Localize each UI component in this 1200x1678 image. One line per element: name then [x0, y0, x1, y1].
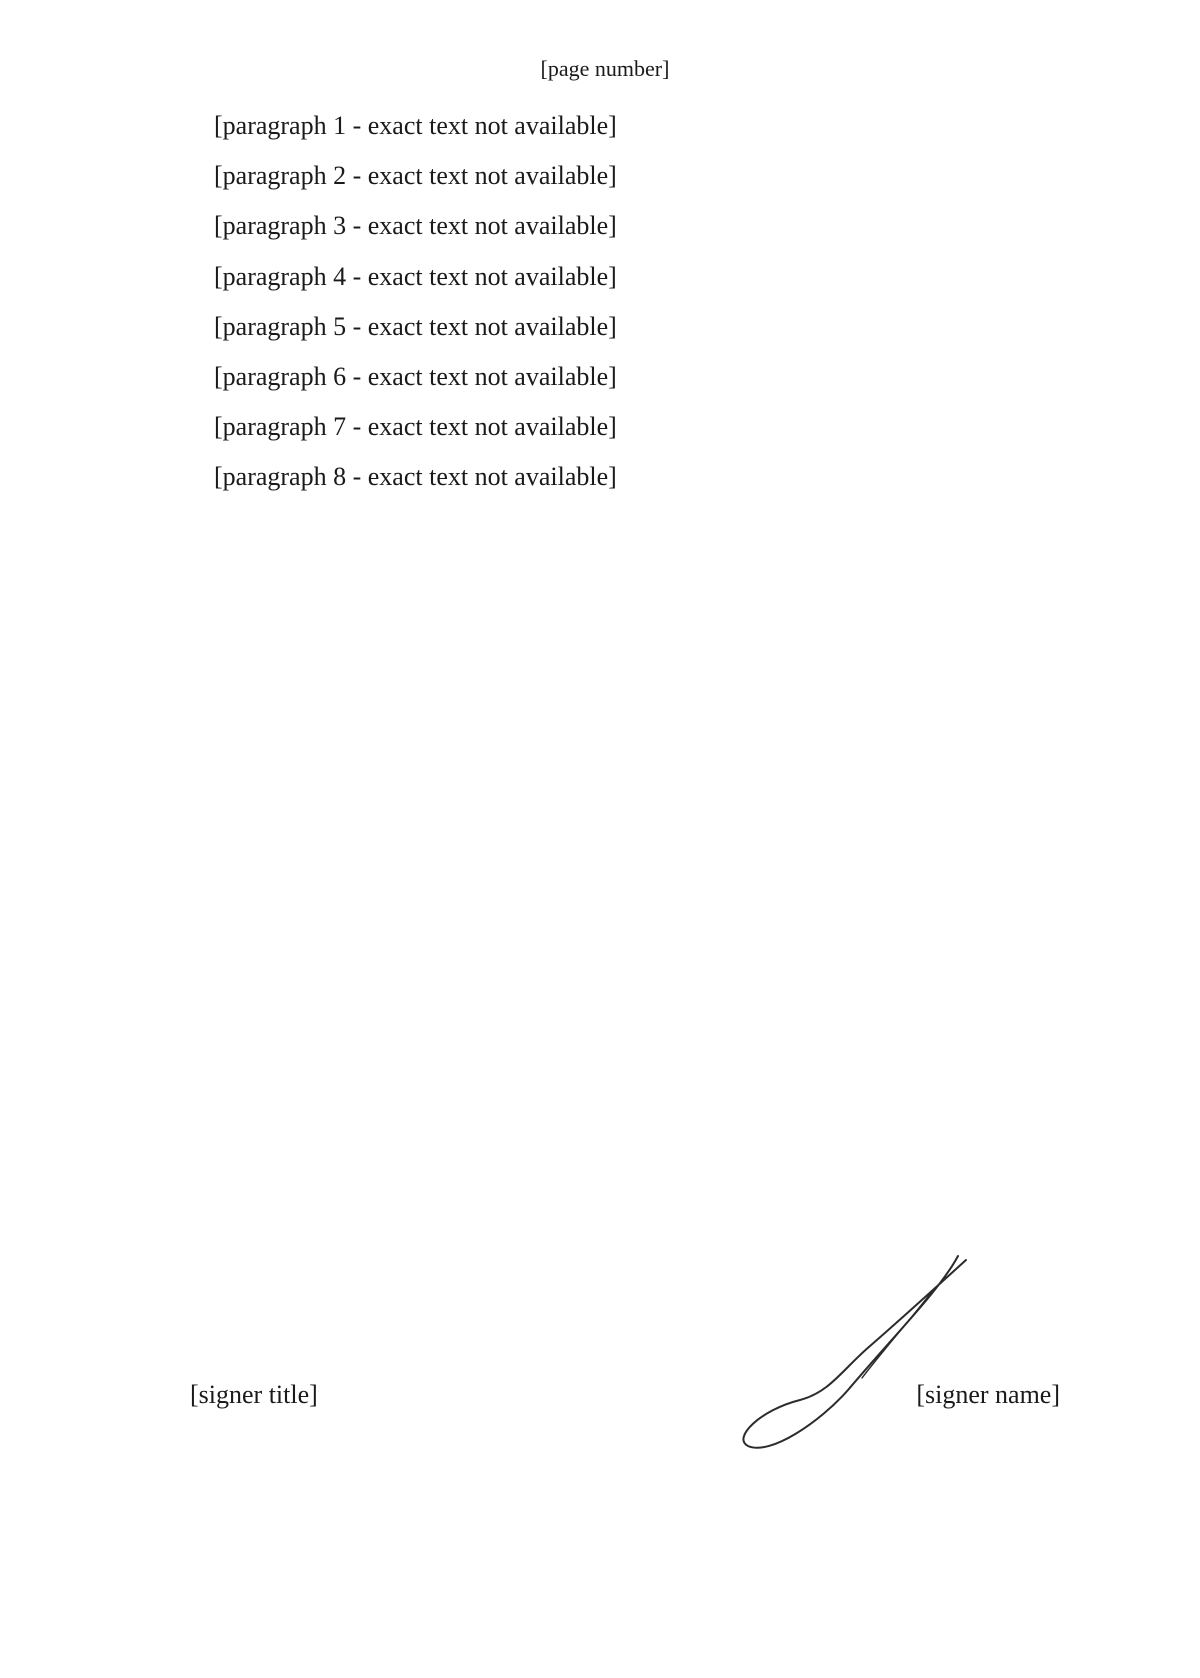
signer-name: [signer name]: [916, 1380, 1060, 1409]
handwritten-signature: [730, 1250, 990, 1470]
signer-title: [signer title]: [190, 1380, 318, 1409]
paragraph: [paragraph 6 - exact text not available]: [214, 361, 617, 391]
paragraph: [paragraph 5 - exact text not available]: [214, 311, 617, 341]
signature-block: [150, 1290, 1060, 1470]
document-body: [150, 104, 1060, 500]
paragraph: [paragraph 2 - exact text not available]: [214, 161, 617, 191]
page-number: [page number]: [540, 56, 670, 81]
paragraph: [paragraph 3 - exact text not available]: [214, 211, 617, 241]
paragraph: [paragraph 7 - exact text not available]: [214, 412, 617, 442]
paragraph: [paragraph 1 - exact text not available]: [214, 111, 617, 140]
paragraph: [paragraph 4 - exact text not available]: [214, 261, 617, 291]
paragraph: [paragraph 8 - exact text not available]: [214, 462, 617, 492]
